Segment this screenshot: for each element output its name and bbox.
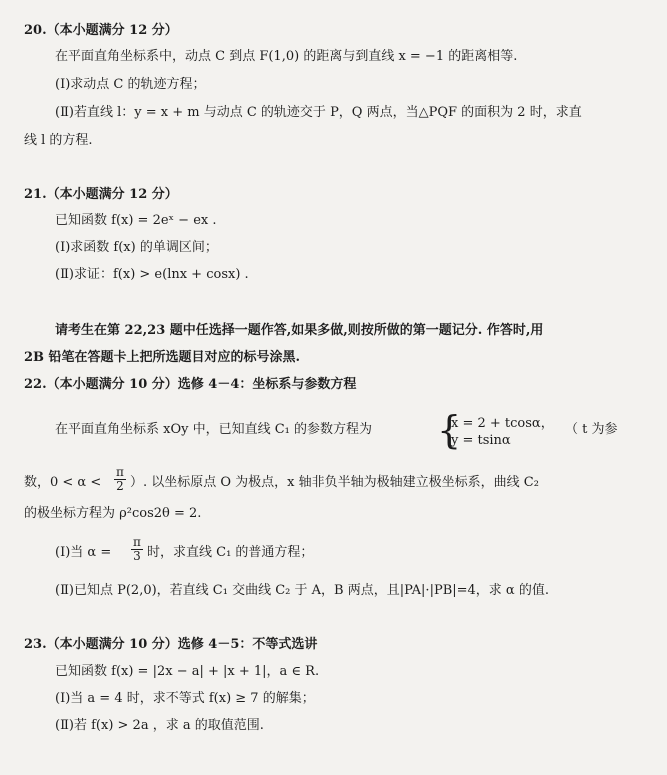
fraction-denominator: 3 [133, 549, 141, 563]
q22-stem-start: 在平面直角坐标系 xOy 中，已知直线 C₁ 的参数方程为 [55, 422, 373, 437]
left-brace-icon: { [437, 408, 462, 452]
q20-title: 20.（本小题满分 12 分） [24, 23, 178, 38]
q20-part2-line2: 线 l 的方程. [24, 133, 93, 148]
q21-part1: (Ⅰ)求函数 f(x) 的单调区间； [55, 240, 218, 255]
q23-part1: (Ⅰ)当 a = 4 时，求不等式 f(x) ≥ 7 的解集； [55, 691, 315, 706]
q20-stem: 在平面直角坐标系中，动点 C 到点 F(1,0) 的距离与到直线 x = −1 的距离相等. [55, 49, 518, 64]
fraction-denominator: 2 [116, 479, 124, 493]
q21-part2: (Ⅱ)求证：f(x) > e(lnx + cosx) . [55, 267, 249, 282]
q22-equation-2: y = tsinα [451, 433, 511, 448]
fraction-numerator: π [133, 535, 141, 549]
q23-part2: (Ⅱ)若 f(x) > 2a ，求 a 的取值范围. [55, 718, 264, 733]
q23-title: 23.（本小题满分 10 分）选修 4－5：不等式选讲 [24, 637, 318, 652]
q20-part2-line1: (Ⅱ)若直线 l：y = x + m 与动点 C 的轨迹交于 P，Q 两点，当△PQF 的面积为 2 时，求直 [55, 105, 582, 120]
q22-line2-a: 数，0 < α < [24, 475, 102, 490]
notice-line2: 2B 铅笔在答题卡上把所选题目对应的标号涂黑. [24, 350, 301, 365]
q22-parametric-system [437, 408, 577, 452]
q21-title: 21.（本小题满分 12 分） [24, 187, 178, 202]
q22-part2: (Ⅱ)已知点 P(2,0)，若直线 C₁ 交曲线 C₂ 于 A，B 两点，且|PA|·|PB|=4，求 α 的值. [55, 583, 549, 598]
q22-stem-end: （ t 为参 [565, 422, 618, 437]
fraction-numerator: π [116, 465, 124, 479]
q23-stem: 已知函数 f(x) = |2x − a| + |x + 1|，a ∈ R. [55, 664, 320, 679]
notice-line1: 请考生在第 22,23 题中任选择一题作答,如果多做,则按所做的第一题记分. 作答时,用 [55, 323, 544, 338]
q22-part1-b: 时，求直线 C₁ 的普通方程； [147, 545, 314, 560]
q22-fraction-pi-over-3 [131, 536, 143, 563]
q22-line2-b: ）. 以坐标原点 O 为极点，x 轴非负半轴为极轴建立极坐标系，曲线 C₂ [130, 475, 539, 490]
q22-equation-1: x = 2 + tcosα， [451, 416, 554, 431]
q20-part1: (Ⅰ)求动点 C 的轨迹方程； [55, 77, 206, 92]
q22-part1-a: (Ⅰ)当 α = [55, 545, 112, 560]
q21-stem: 已知函数 f(x) = 2eˣ − ex . [55, 213, 217, 228]
q22-line3: 的极坐标方程为 ρ²cos2θ = 2. [24, 506, 202, 521]
q22-title: 22.（本小题满分 10 分）选修 4－4：坐标系与参数方程 [24, 377, 357, 392]
q22-fraction-pi-over-2 [114, 466, 126, 493]
